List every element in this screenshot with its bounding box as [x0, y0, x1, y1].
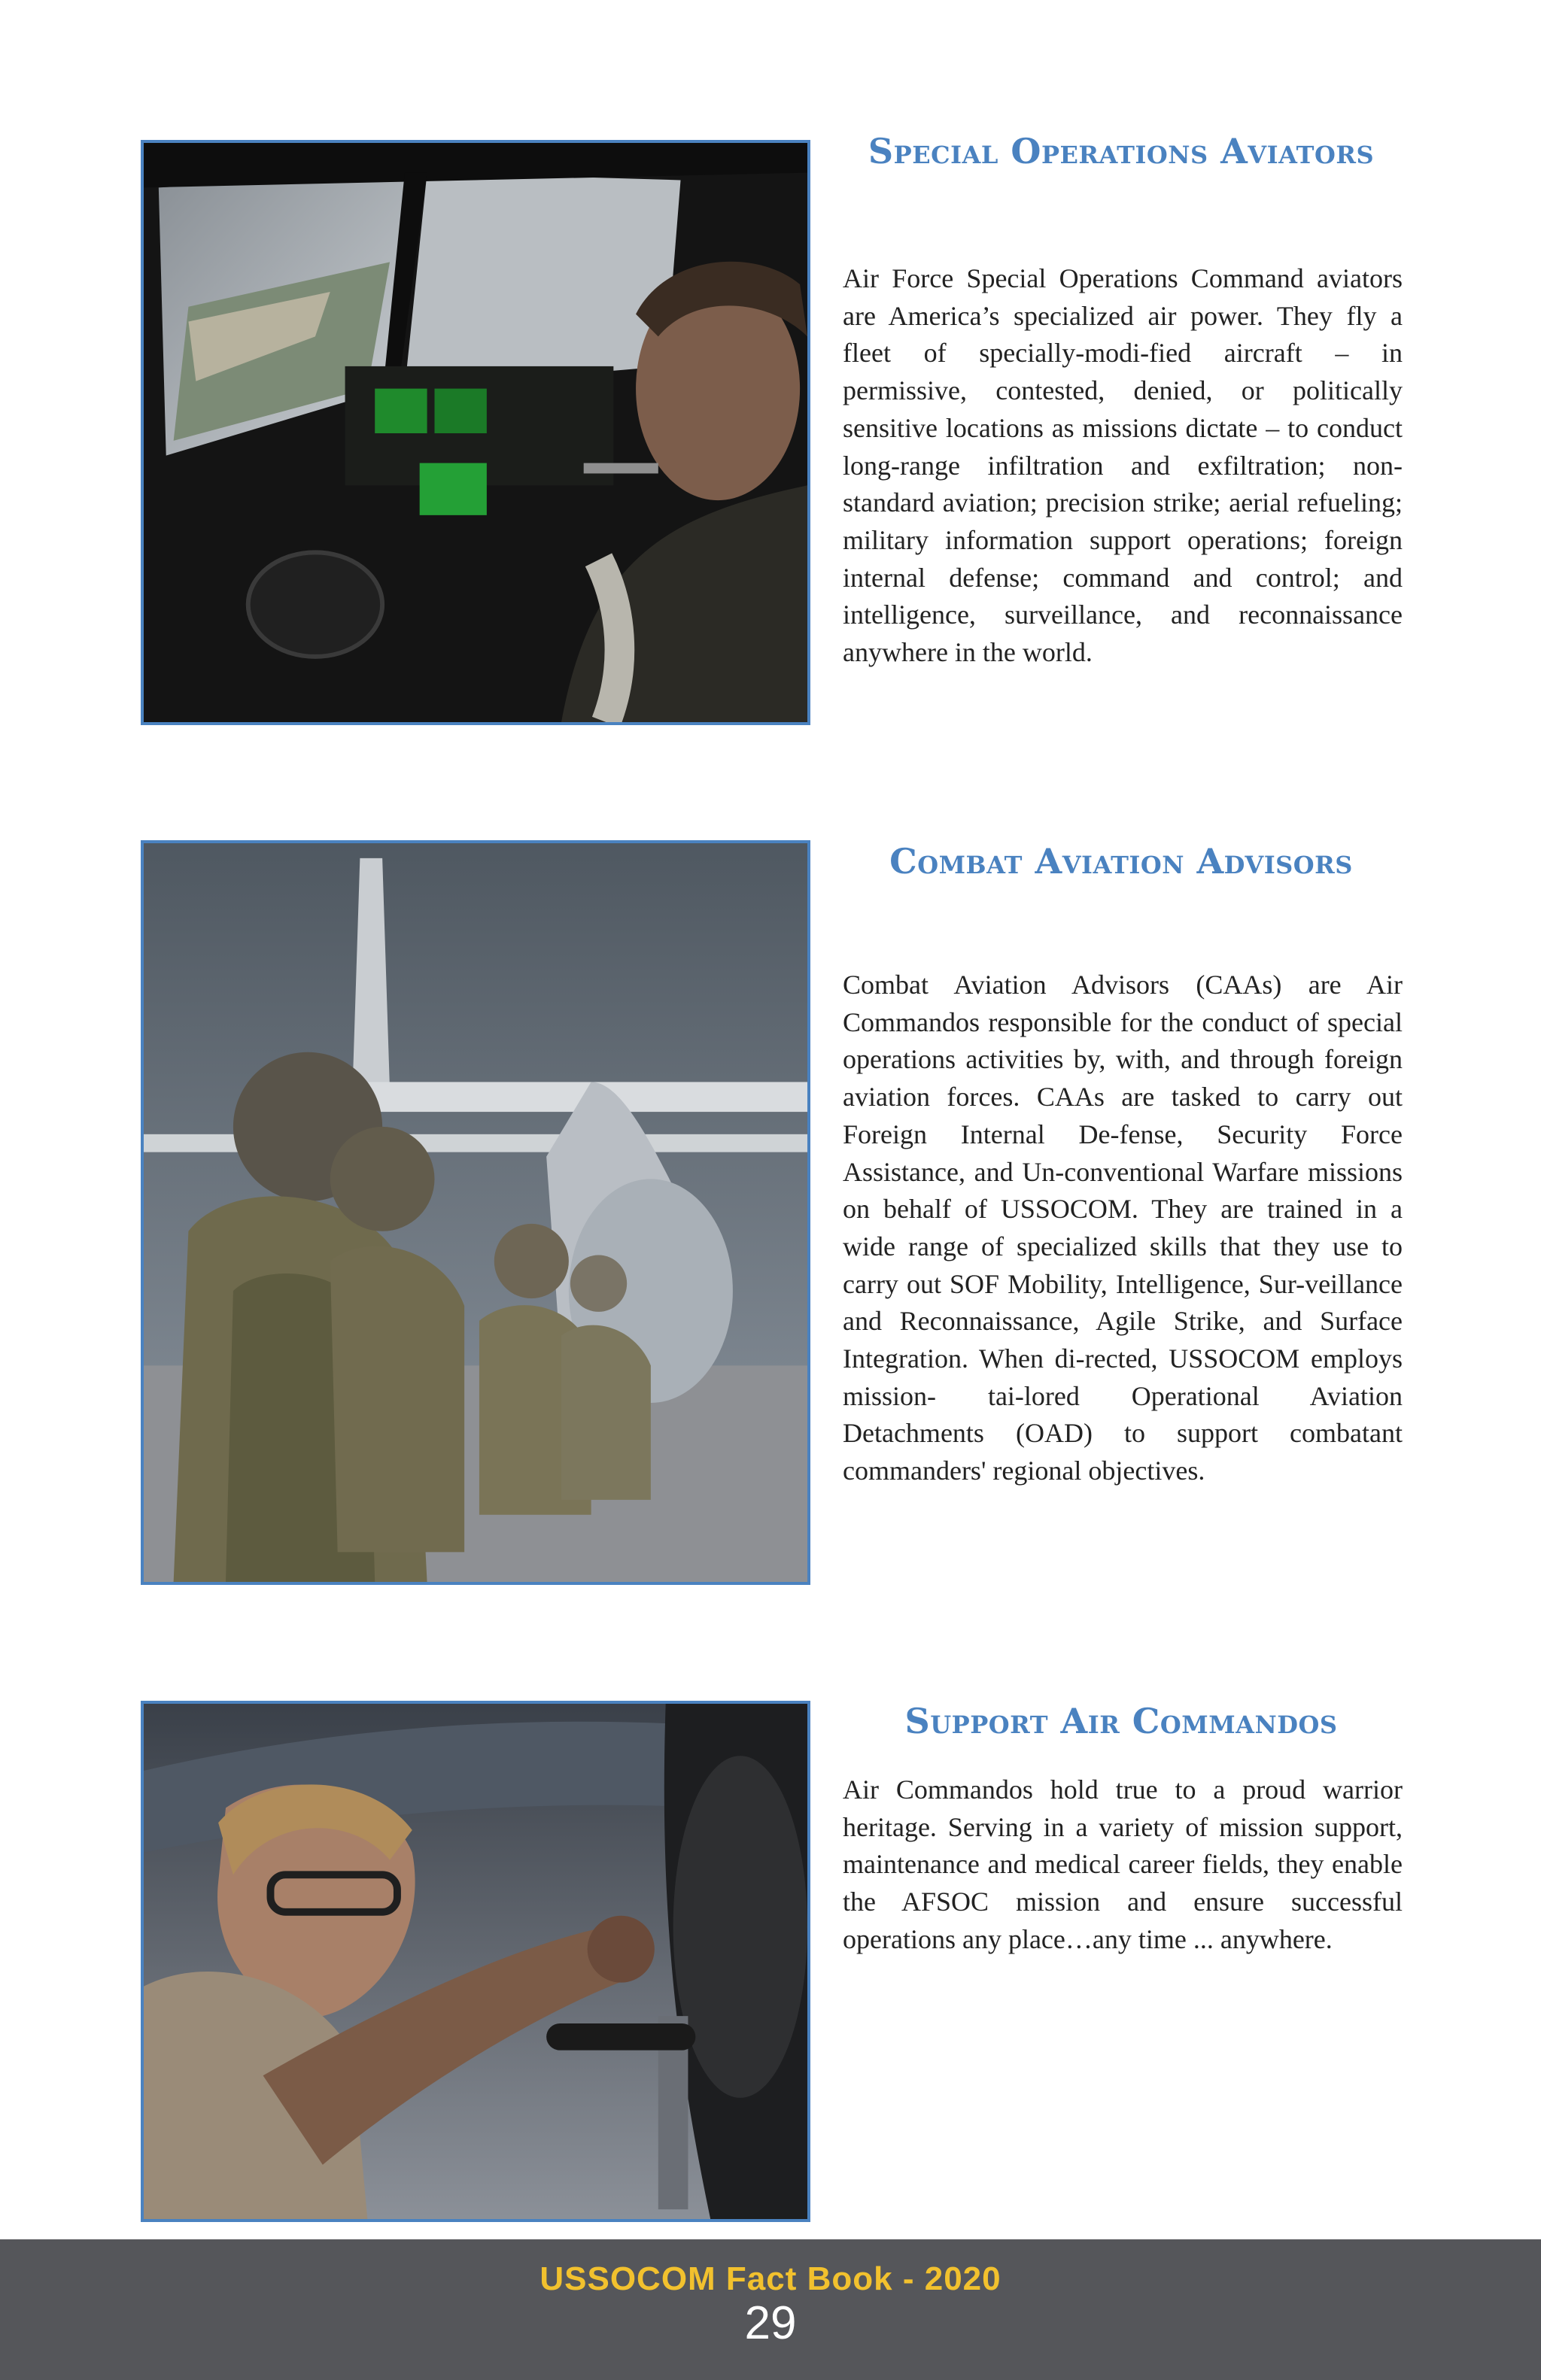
section-body-combat-aviation-advisors: Combat Aviation Advisors (CAAs) are Air Commandos responsible for the conduct of special operations activities by, with, and through foreign aviation forces. CAAs are tasked to carry out Foreign Internal De-fense, Security Force Assistance, and Un-conventional Warfare missions on behalf of USSOCOM. They are trained in a wide range of specialized skills that they use to carry out SOF Mobility, Intelligence, Sur-veillance and Reconnaissance, Agile Strike, and Surface Integration. When di-rected, USSOCOM employs mission- tai-lored Operational Aviation Detachments (OAD) to support combatant commanders' regional objectives. [843, 970, 1403, 1486]
section-body-support-air-commandos: Air Commandos hold true to a proud warrior heritage. Serving in a variety of mission support, maintenance and medical career fields, they enable the AFSOC mission and ensure successful operations any place…any time ... anywhere. [843, 1774, 1403, 1954]
page-number: 29 [744, 2297, 797, 2349]
section-title-special-operations-aviators: Special Operations Aviators [868, 131, 1375, 172]
cockpit-pilot-photo [141, 140, 810, 725]
combat-aviation-advisors-photo [141, 840, 810, 1585]
section-title-combat-aviation-advisors: Combat Aviation Advisors [889, 841, 1353, 882]
footer-title: USSOCOM Fact Book - 2020 [540, 2260, 1001, 2297]
section-body-special-operations-aviators: Air Force Special Operations Command aviators are America’s specialized air power. They fly a fleet of specially-modi-fied aircraft – in permissive, contested, denied, or politically sensitive locations as missions dictate – to conduct long-range infiltration and exfiltration; non-standard aviation; precision strike; aerial refueling; military information support operations; foreign internal defense; command and control; and intelligence, surveillance, and reconnaissance anywhere in the world. [843, 263, 1403, 668]
page-footer [0, 2239, 1541, 2380]
section-title-support-air-commandos: Support Air Commandos [904, 1701, 1338, 1741]
support-air-commandos-photo [141, 1701, 810, 2222]
